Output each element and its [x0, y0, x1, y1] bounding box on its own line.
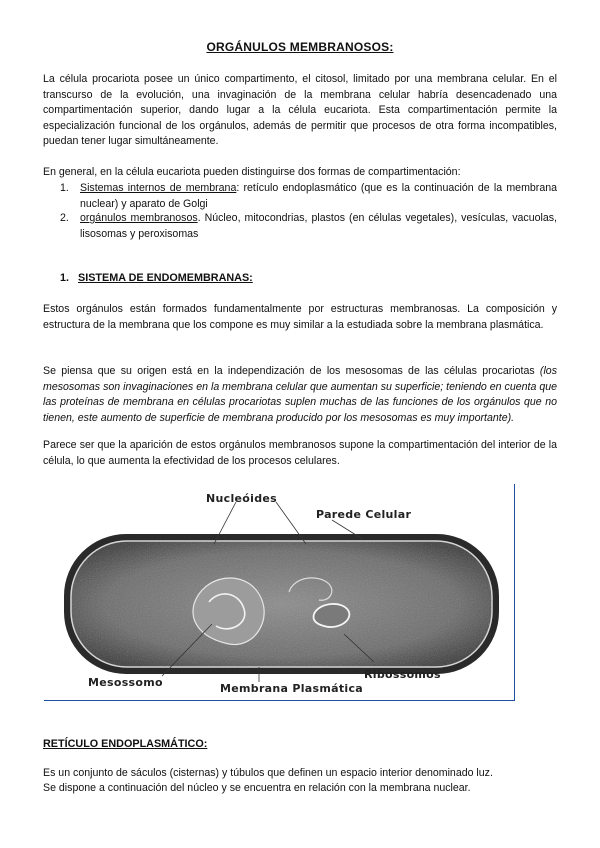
origin-text: Se piensa que su origen está en la independización de los mesosomas de las células procariotas — [43, 365, 540, 377]
section-heading-endomembranas — [60, 272, 253, 284]
list-item — [60, 181, 557, 212]
list-item — [60, 211, 557, 242]
general-paragraph: En general, en la célula eucariota pueden distinguirse dos formas de compartimentación: — [43, 166, 461, 178]
label-parede-celular: Parede Celular — [316, 508, 412, 521]
list-text: : retículo endoplasmático (que es la continuación de la membrana nuclear) y aparato de Golgi — [80, 182, 557, 210]
list-number: 1. — [60, 182, 69, 194]
list-number: 2. — [60, 212, 69, 224]
list-term: Sistemas internos de membrana — [80, 182, 237, 194]
paragraph-compartment: Parece ser que la aparición de estos orgánulos membranosos supone la compartimentación del interior de la célula, lo que aumenta la efectividad de los procesos celulares. — [43, 439, 557, 467]
label-membrana-plasmatica: Membrana Plasmática — [220, 682, 364, 695]
paragraph-composition: Estos orgánulos están formados fundamentalmente por estructuras membranosas. La composición y estructura de la membrana que los compone es muy similar a la estudiada sobre la membrana plasmática. — [43, 303, 557, 331]
list-term: orgánulos membranosos — [80, 212, 198, 224]
bacterium-micrograph — [44, 484, 514, 700]
page-title: ORGÁNULOS MEMBRANOSOS: — [206, 40, 394, 54]
paragraph-origin — [43, 364, 557, 426]
label-nucleoides: Nucleóides — [206, 492, 277, 505]
label-ribossomos: Ribossomos — [364, 668, 441, 681]
section-number: 1. — [60, 272, 70, 284]
bacterium-figure — [44, 484, 515, 701]
origin-italic-note: (los mesosomas son invaginaciones en la membrana celular que aumentan su superficie; teniendo en cuenta que las proteínas de membrana en células procariotas suplen muchas de las funciones de los orgánulos que no tienen, este aumento de superficie de membrana producido por los mesosomas es muy importante). — [43, 365, 557, 424]
mesosome-shape — [313, 604, 349, 627]
section-title: SISTEMA DE ENDOMEMBRANAS: — [78, 272, 253, 284]
paragraph-reticulo-position: Se dispone a continuación del núcleo y se encuentra en relación con la membrana nuclear. — [43, 782, 471, 794]
label-mesossomo: Mesossomo — [88, 676, 163, 689]
section-heading-reticulo — [43, 738, 207, 750]
paragraph-reticulo-definition: Es un conjunto de sáculos (cisternas) y túbulos que definen un espacio interior denominado luz. — [43, 767, 493, 779]
list-text: . Núcleo, mitocondrias, plastos (en células vegetales), vesículas, vacuolas, lisosomas y peroxisomas — [80, 212, 557, 240]
intro-paragraph: La célula procariota posee un único compartimento, el citosol, limitado por una membrana celular. En el transcurso de la evolución, una invaginación de la membrana celular habría desencadenado una compartimentación superior, dando lugar a la célula eucariota. Esta compartimentación permite la especialización funcional de los orgánulos, además de permitir que procesos de otra forma incompatibles, puedan tener lugar simultáneamente. — [43, 73, 557, 148]
section-title: RETÍCULO ENDOPLASMÁTICO: — [43, 738, 208, 750]
